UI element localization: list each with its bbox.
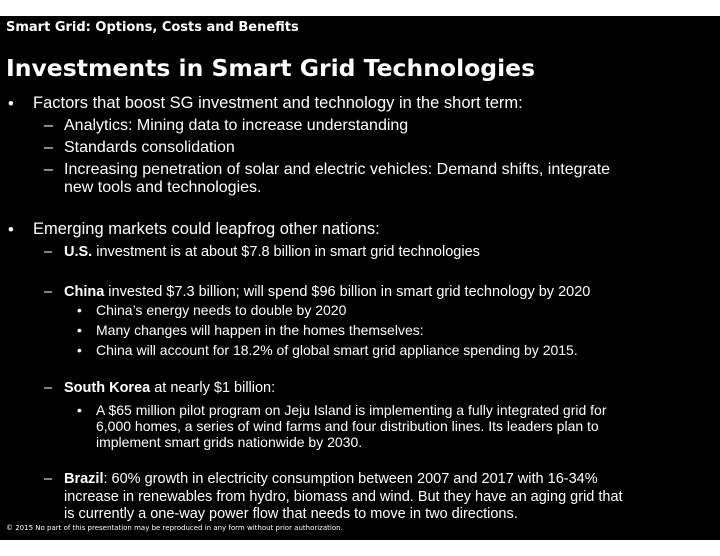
bullet-dot-icon: • [77,402,82,418]
korea-label: South Korea [64,380,151,396]
china-label: China [64,284,105,300]
korea-item [64,380,275,397]
bullet-dot-icon: • [77,342,82,358]
china-subitem: Many changes will happen in the homes themselves: [96,322,424,338]
korea-subitem: A $65 million pilot program on Jeju Island is implementing a fully integrated grid for [96,402,607,418]
us-label: U.S. [64,244,93,260]
bullet-dot-icon: • [8,221,14,239]
brazil-item [64,471,598,488]
slide-title: Investments in Smart Grid Technologies [6,54,536,82]
slide-body [0,16,720,540]
copyright-footer: © 2015 No part of this presentation may be reproduced in any form without prior authorization. [6,524,343,532]
bullet-dot-icon: • [8,95,14,113]
slide [0,16,720,540]
emerging-heading: Emerging markets could leapfrog other nations: [33,220,380,238]
factor-item: Increasing penetration of solar and electric vehicles: Demand shifts, integrate [64,161,611,178]
dash-bullet-icon: – [44,284,53,300]
factor-item: Analytics: Mining data to increase understanding [64,117,409,134]
korea-subitem-continued: implement smart grids nationwide by 2030. [96,434,363,450]
brazil-text: : 60% growth in electricity consumption between 2007 and 2017 with 16-34% [103,471,598,487]
dash-bullet-icon: – [44,380,53,396]
brazil-item-continued: is currently a one-way power flow that needs to move in two directions. [64,506,518,522]
brazil-item-continued: increase in renewables from hydro, biomass and wind. But they have an aging grid that [64,489,623,505]
china-subitem: China’s energy needs to double by 2020 [96,302,347,318]
us-item [64,244,480,261]
bullet-dot-icon: • [77,322,82,338]
brazil-label: Brazil [64,471,104,487]
dash-bullet-icon: – [44,161,53,178]
dash-bullet-icon: – [44,139,53,156]
factor-item-continued: new tools and technologies. [64,179,262,196]
dash-bullet-icon: – [44,471,53,487]
bullet-dot-icon: • [77,302,82,318]
dash-bullet-icon: – [44,244,53,260]
china-item [64,284,590,301]
korea-subitem-continued: 6,000 homes, a series of wind farms and four distribution lines. Its leaders plan to [96,418,599,434]
korea-text: at nearly $1 billion: [150,380,276,396]
factors-heading: Factors that boost SG investment and technology in the short term: [33,94,523,112]
china-subitem: China will account for 18.2% of global smart grid appliance spending by 2015. [96,342,578,358]
china-text: invested $7.3 billion; will spend $96 billion in smart grid technology by 2020 [104,284,591,300]
factor-item: Standards consolidation [64,139,235,156]
dash-bullet-icon: – [44,117,53,134]
us-text: investment is at about $7.8 billion in smart grid technologies [92,244,480,260]
slide-header: Smart Grid: Options, Costs and Benefits [6,20,299,35]
